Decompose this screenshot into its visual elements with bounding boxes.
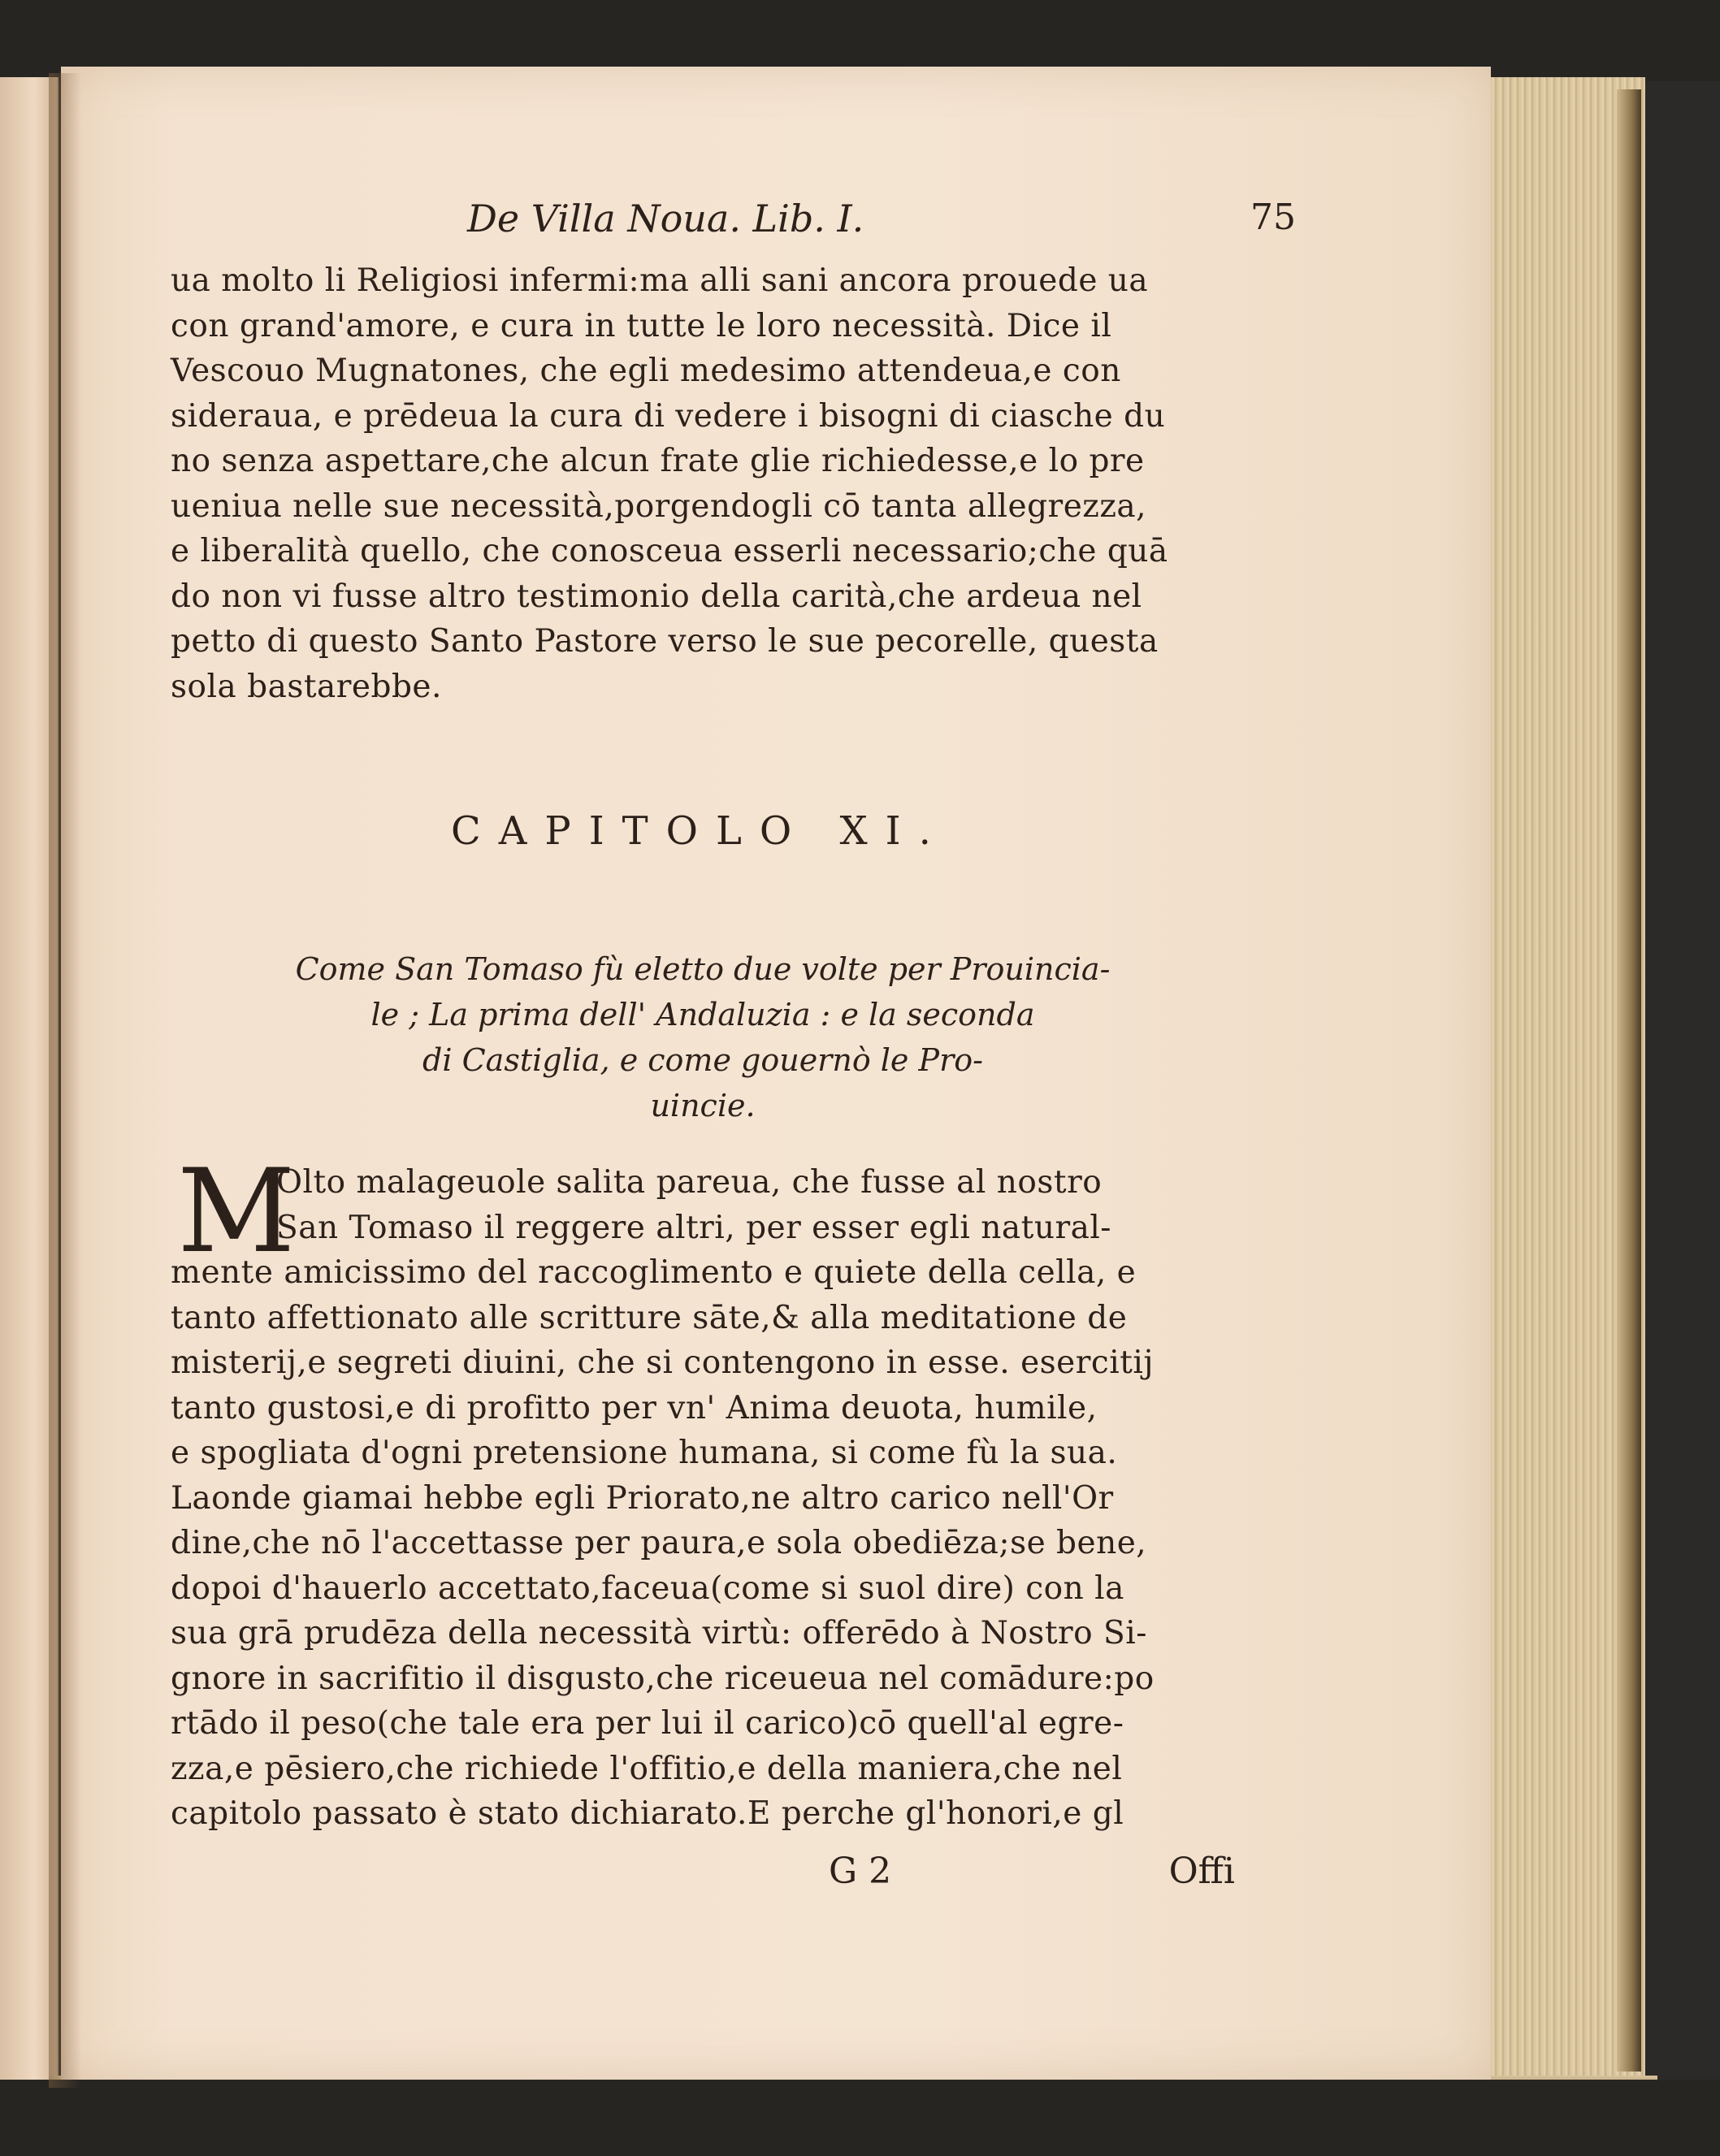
summary-line: le ; La prima dell' Andaluzia : e la seconda [370,997,1035,1033]
text-line: gnore in sacrifitio il disgusto,che riceueua nel comādure:po [171,1660,1155,1697]
text-line: misterij,e segreti diuini, che si contengono in esse. esercitij [171,1344,1154,1381]
summary-line: di Castiglia, e come gouernò le Pro- [422,1042,983,1078]
text-line: Laonde giamai hebbe egli Priorato,ne altro carico nell'Or [171,1479,1114,1517]
text-line: zza,e pēsiero,che richiede l'offitio,e della maniera,che nel [171,1750,1123,1787]
text-line: e liberalità quello, che conosceua esserli necessario;che quā [171,533,1168,569]
text-line: tanto gustosi,e di profitto per vn' Anima deuota, humile, [171,1389,1098,1427]
paragraph-1 [171,258,1251,709]
text-line: ueniua nelle sue necessità,porgendogli cō tanta allegrezza, [171,487,1147,525]
chapter-summary [252,946,1154,1128]
text-line: sideraua, e prēdeua la cura di vedere i bisogni di ciasche du [171,397,1166,435]
chapter-heading: CAPITOLO XI. [451,808,949,854]
text-line: do non vi fusse altro testimonio della carità,che ardeua nel [171,578,1142,615]
text-line: no senza aspettare,che alcun frate glie richiedesse,e lo pre [171,443,1145,479]
gutter-shadow [49,73,81,2088]
running-title: De Villa Noua. Lib. I. [467,197,864,240]
text-line: petto di questo Santo Pastore verso le sue pecorelle, questa [171,623,1159,660]
page-footer [829,1851,1235,1892]
summary-line: uincie. [650,1088,756,1123]
text-line: sua grā prudēza della necessità virtù: offerēdo à Nostro Si- [171,1615,1147,1652]
scan-background-bottom [0,2080,1720,2156]
text-line: mente amicissimo del raccoglimento e quiete della cella, e [171,1254,1137,1291]
text-line: ua molto li Religiosi infermi:ma alli sani ancora prouede ua [171,262,1149,299]
text-line: San Tomaso il reggere altri, per esser egli natural- [276,1209,1111,1246]
book-binding [1617,89,1641,2072]
text-line: tanto affettionato alle scritture sāte,& alla meditatione de [171,1299,1128,1336]
summary-line: Come San Tomaso fù eletto due volte per Prouincia- [295,951,1111,987]
text-line: sola bastarebbe. [171,668,442,705]
paragraph-2 [171,1145,1251,1837]
running-header [467,197,1296,240]
text-line: e spogliata d'ogni pretensione humana, si come fù la sua. [171,1435,1118,1471]
page-number: 75 [1250,197,1296,238]
signature-mark: G 2 [829,1851,892,1892]
text-line: con grand'amore, e cura in tutte le loro necessità. Dice il [171,307,1112,344]
text-line: dine,che nō l'accettasse per paura,e sola obediēza;se bene, [171,1525,1147,1561]
drop-cap: M [177,1145,296,1279]
text-line: Olto malageuole salita pareua, che fusse al nostro [276,1164,1103,1201]
text-line: capitolo passato è stato dichiarato.E perche gl'honori,e gl [171,1795,1124,1832]
text-line: rtādo il peso(che tale era per lui il carico)cō quell'al egre- [171,1705,1124,1742]
text-line: dopoi d'hauerlo accettato,faceua(come si suol dire) con la [171,1569,1124,1607]
text-line: Vescouo Mugnatones, che egli medesimo attendeua,e con [171,353,1121,389]
catchword: Offi [1168,1851,1235,1892]
